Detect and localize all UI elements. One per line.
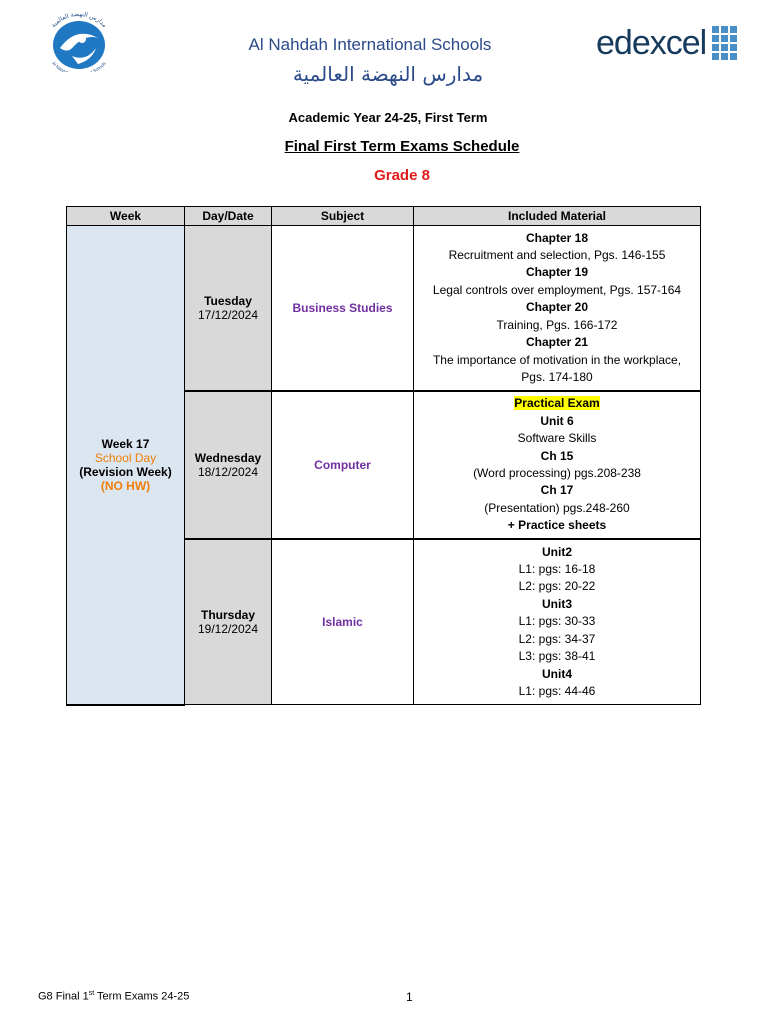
week-cell xyxy=(67,226,185,705)
material-text: L1: pgs: 16-18 xyxy=(518,562,596,577)
material-text: Ch 15 xyxy=(540,448,574,463)
material-line xyxy=(414,631,700,648)
material-text: L3: pgs: 38-41 xyxy=(518,649,596,664)
footer-label-superscript: st xyxy=(88,990,95,997)
material-text: Unit3 xyxy=(542,596,572,611)
material-text: (Word processing) pgs.208-238 xyxy=(473,466,641,480)
material-text: L1: pgs: 30-33 xyxy=(518,614,596,629)
week-school-day: School Day xyxy=(94,450,157,465)
material-line xyxy=(414,648,700,665)
material-text: (Presentation) pgs.248-260 xyxy=(484,500,630,515)
page-number: 1 xyxy=(406,990,413,1004)
subject-cell: Islamic xyxy=(272,539,414,705)
material-line xyxy=(414,683,700,700)
edexcel-wordmark: edexcel xyxy=(596,23,707,62)
week-no-homework: (NO HW) xyxy=(100,478,151,493)
subject-cell: Business Studies xyxy=(272,226,414,392)
footer-label-prefix: G8 Final 1 xyxy=(38,990,89,1003)
logo-arabic-text: مدارس النهضة العالمية xyxy=(50,12,108,29)
school-name-arabic: مدارس النهضة العالمية xyxy=(292,62,484,86)
academic-year: Academic Year 24-25, First Term xyxy=(288,110,488,125)
edexcel-logo xyxy=(596,22,737,64)
header-subject: Subject xyxy=(272,207,414,226)
material-text: The importance of motivation in the workplace, xyxy=(432,352,682,367)
material-line xyxy=(414,430,700,447)
material-text: Chapter 20 xyxy=(525,300,589,315)
footer-document-label xyxy=(38,990,189,1003)
exam-date: 19/12/2024 xyxy=(197,622,259,636)
exam-date: 17/12/2024 xyxy=(197,308,259,322)
material-text: L2: pgs: 20-22 xyxy=(518,579,596,594)
header-included-material: Included Material xyxy=(414,207,701,226)
material-line xyxy=(414,613,700,630)
material-text: Chapter 18 xyxy=(525,230,589,245)
header-day-date: Day/Date xyxy=(185,207,272,226)
practical-exam-highlight: Practical Exam xyxy=(514,396,600,411)
week-revision: (Revision Week) xyxy=(79,464,172,479)
material-text: Legal controls over employment, Pgs. 157-164 xyxy=(432,282,682,297)
material-line xyxy=(414,448,700,465)
material-text: Software Skills xyxy=(517,431,597,446)
day-name: Tuesday xyxy=(204,294,252,308)
day-date-cell xyxy=(185,391,272,539)
material-text: Training, Pgs. 166-172 xyxy=(496,317,618,332)
material-text: Chapter 19 xyxy=(525,265,589,280)
material-text: + Practice sheets xyxy=(507,518,607,533)
material-line xyxy=(414,230,700,247)
material-line xyxy=(414,413,700,430)
material-line xyxy=(414,596,700,613)
week-label: Week 17 xyxy=(101,436,150,451)
material-cell xyxy=(414,539,701,705)
exam-schedule-table xyxy=(66,206,701,706)
material-line xyxy=(414,465,700,482)
material-line xyxy=(414,247,700,264)
subject-cell: Computer xyxy=(272,391,414,539)
table-header-row xyxy=(67,207,701,226)
material-text: Recruitment and selection, Pgs. 146-155 xyxy=(448,248,666,263)
material-line xyxy=(414,317,700,334)
day-date-cell xyxy=(185,539,272,705)
exam-date: 18/12/2024 xyxy=(197,465,259,479)
material-line xyxy=(414,517,700,534)
material-line xyxy=(414,561,700,578)
material-line xyxy=(414,395,700,412)
header-week: Week xyxy=(67,207,185,226)
material-text: Unit2 xyxy=(542,544,572,559)
grade-label: Grade 8 xyxy=(374,167,430,184)
day-name: Wednesday xyxy=(194,451,262,465)
material-text: L2: pgs: 34-37 xyxy=(518,631,596,646)
material-cell xyxy=(414,391,701,539)
material-line xyxy=(414,299,700,316)
material-line xyxy=(414,578,700,595)
material-text: Pgs. 174-180 xyxy=(521,369,593,384)
material-text: Ch 17 xyxy=(540,483,574,498)
material-line xyxy=(414,500,700,517)
material-text: Unit4 xyxy=(542,666,572,681)
material-line xyxy=(414,352,700,369)
day-date-cell xyxy=(185,226,272,392)
school-name-english: Al Nahdah International Schools xyxy=(248,35,492,54)
material-line xyxy=(414,369,700,386)
material-line xyxy=(414,264,700,281)
material-text: Chapter 21 xyxy=(525,335,589,350)
material-line xyxy=(414,482,700,499)
schedule-title: Final First Term Exams Schedule xyxy=(284,138,520,155)
footer-label-suffix: Term Exams 24-25 xyxy=(94,990,190,1003)
table-row xyxy=(67,226,701,392)
material-text: Unit 6 xyxy=(540,413,574,428)
logo-english-text: Al Nahda Schools xyxy=(51,60,107,72)
material-line xyxy=(414,334,700,351)
material-line xyxy=(414,666,700,683)
material-text: L1: pgs: 44-46 xyxy=(518,683,596,698)
material-cell xyxy=(414,226,701,392)
day-name: Thursday xyxy=(200,608,255,622)
material-line xyxy=(414,282,700,299)
material-line xyxy=(414,544,700,561)
edexcel-dots-icon xyxy=(712,26,737,60)
